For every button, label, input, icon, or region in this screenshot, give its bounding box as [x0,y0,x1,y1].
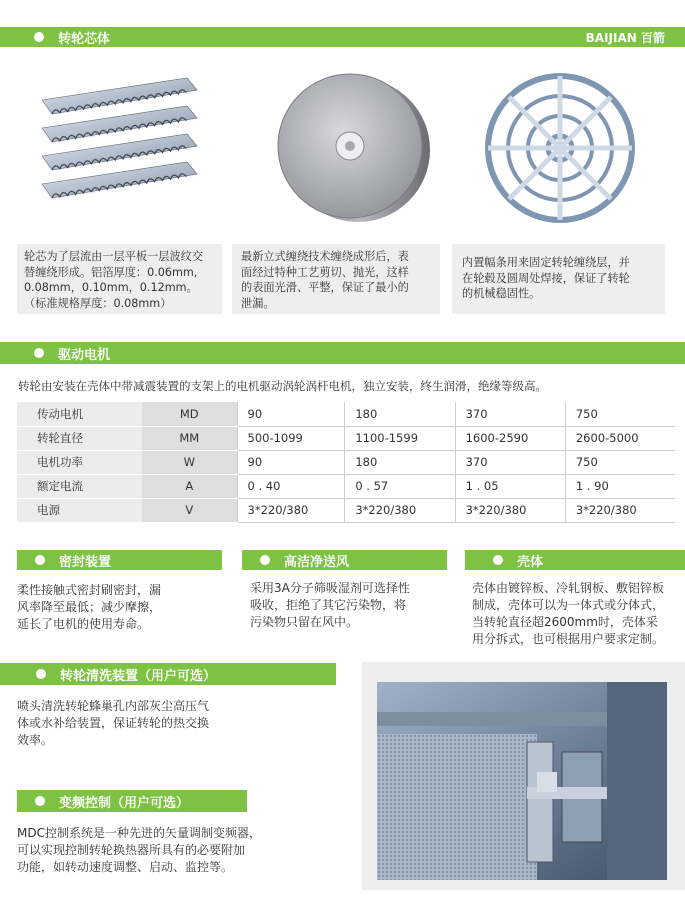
shell-text: 壳体由镀锌板、冷轧钢板、敷铝锌板 制成，壳体可以为一体式或分体式， 当转轮直径超2600mm时，壳体采 用分拆式，也可根据用户要求定制。 [472,581,665,646]
seal-text: 柔性接触式密封刷密封，漏 风率降至最低；减少摩擦， 延长了电机的使用寿命。 [17,583,162,631]
caption-disc: 最新立式缠绕技术缠绕成形后，表 面经过特种工艺剪切、抛光，这样 的表面光滑、平整，保证了最小的 泄漏。 [241,250,409,310]
section-title-core: 转轮芯体 [58,31,111,47]
section-title-vfd: 变频控制（用户可选） [59,795,190,811]
section-title-cleaning: 转轮清洗装置（用户可选） [60,668,217,684]
caption-foil: 轮芯为了层流由一层平板一层波纹交 替缠绕形成。铝箔厚度：0.06mm, 0.08mm，0.10mm，0.12mm。 （标准规格厚度：0.08mm） [24,250,204,310]
bullet-icon [260,555,270,565]
motor-bar [0,342,685,364]
brand-label: BAIJIAN 百箭 [585,30,665,45]
motor-description: 转轮由安装在壳体中带减震装置的支架上的电机驱动涡轮涡杆电机，独立安装，终生润滑，绝缘等级高。 [18,379,547,393]
bullet-icon [34,348,44,358]
section-title-seal: 密封装置 [59,554,112,570]
caption-spokes: 内置幅条用来固定转轮缠绕层，并 在轮毂及圆周处焊接，保证了转轮 的机械稳固性。 [462,256,630,300]
corrugated-foil-image [32,70,207,220]
bullet-icon [36,669,46,679]
table-row: 电源 V 3*220/380 3*220/380 3*220/380 3*220/380 [17,498,675,522]
cleaning-text: 喷头清洗转轮蜂巢孔内部灰尘高压气 体或水补给装置，保证转轮的热交换 效率。 [17,699,210,747]
table-row: 电机功率 W 90 180 370 750 [17,450,675,474]
vfd-bar [17,790,247,812]
rotor-spokes-image [470,70,650,230]
bullet-icon [34,32,44,42]
section-title-motor: 驱动电机 [58,347,111,363]
cleaning-bar [0,663,336,685]
bullet-icon [35,555,45,565]
header-bar [0,27,685,47]
table-row: 额定电流 A 0 . 40 0 . 57 1 . 05 1 . 90 [17,474,675,498]
cleaning-device-photo [377,682,667,880]
section-title-shell: 壳体 [517,554,544,570]
table-row: 转轮直径 MM 500-1099 1100-1599 1600-2590 2600-5000 [17,426,675,450]
clean-air-text: 采用3A分子筛吸湿剂可选择性 吸收，拒绝了其它污染物，将 污染物只留在风中。 [250,581,410,629]
shell-bar [465,550,685,570]
vfd-text: MDC控制系统是一种先进的矢量调制变频器， 可以实现控制转轮换热器所具有的必要附加 功能，如转动速度调整、启动、监控等。 [17,826,261,874]
seal-bar [17,550,222,570]
section-title-clean-air: 高洁净送风 [284,554,350,570]
bullet-icon [493,555,503,565]
bullet-icon [35,796,45,806]
clean-air-bar [242,550,447,570]
motor-spec-table [17,402,675,523]
table-row: 传动电机 MD 90 180 370 750 [17,402,675,426]
rotor-disc-image [258,68,438,228]
